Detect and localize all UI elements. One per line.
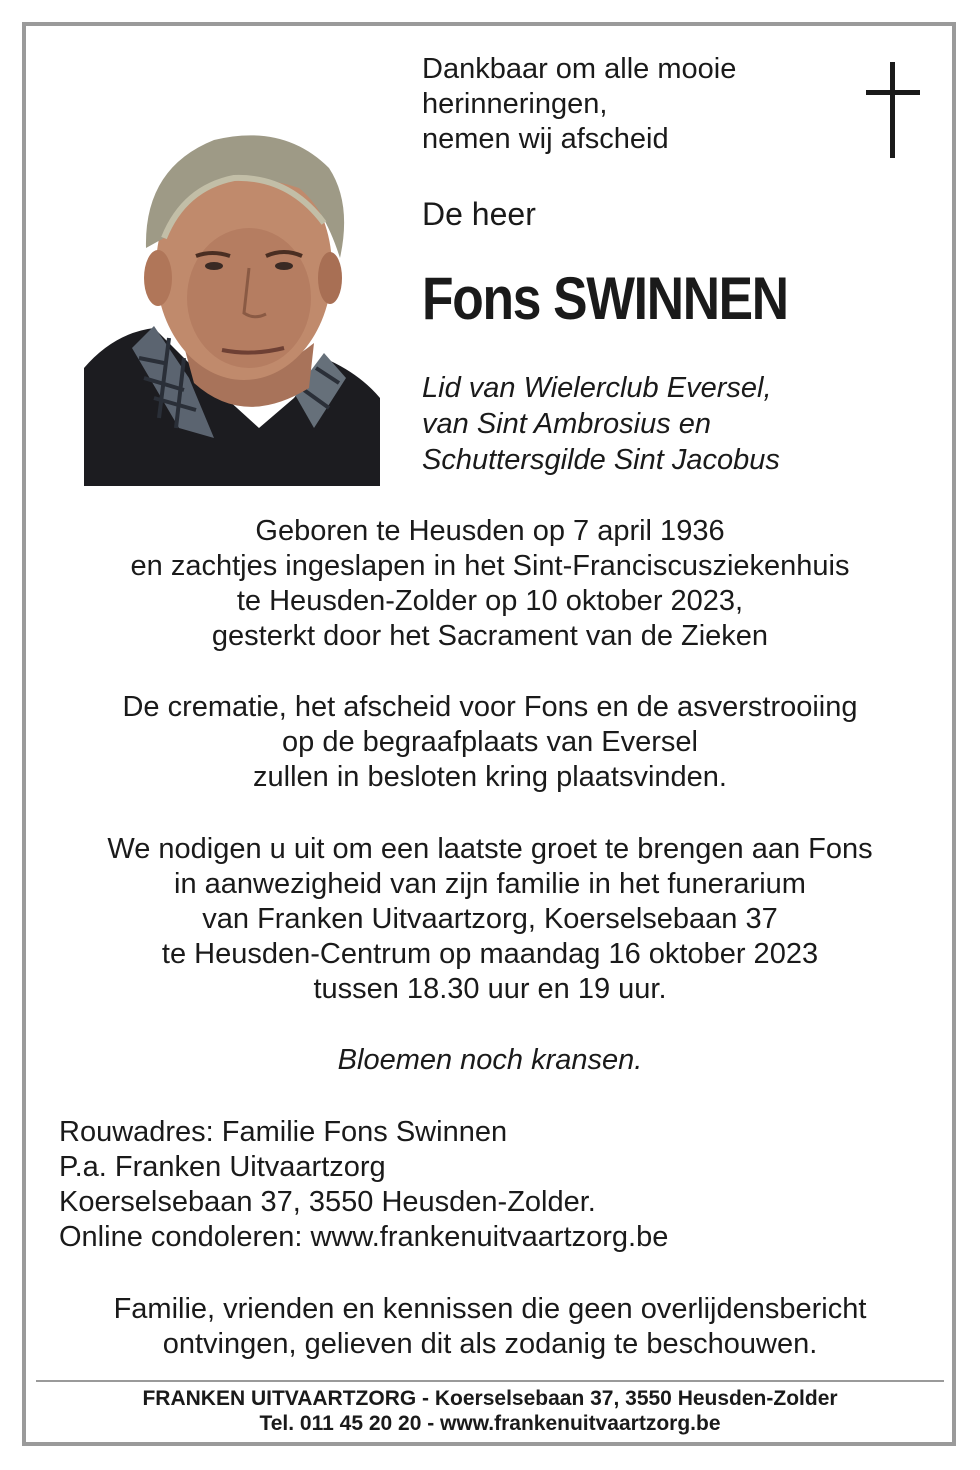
- invitation-line: te Heusden-Centrum op maandag 16 oktober 2023: [161, 938, 819, 970]
- address-line: Online condoleren: www.frankenuitvaartzorg.be: [59, 1221, 669, 1253]
- invitation-line: van Franken Uitvaartzorg, Koerselsebaan 37: [202, 903, 778, 935]
- address-line: Rouwadres: Familie Fons Swinnen: [59, 1116, 508, 1148]
- birth-death-line: te Heusden-Zolder op 10 oktober 2023,: [236, 585, 744, 617]
- cremation-line: op de begraafplaats van Eversel: [282, 726, 698, 758]
- invitation-line: tussen 18.30 uur en 19 uur.: [313, 973, 667, 1005]
- title-prefix: De heer: [422, 196, 536, 232]
- invitation-line: We nodigen u uit om een laatste groet te brengen aan Fons: [107, 833, 873, 865]
- invitation-text: [40, 832, 940, 1007]
- footer-company-line: FRANKEN UITVAARTZORG - Koerselsebaan 37, 3550 Heusden-Zolder: [142, 1387, 838, 1410]
- footer-divider: [36, 1380, 944, 1382]
- cross-icon: [866, 62, 920, 158]
- deceased-name: Fons SWINNEN: [422, 265, 788, 332]
- intro-text: [422, 52, 736, 157]
- cremation-line: De crematie, het afscheid voor Fons en de asverstrooiing: [122, 691, 858, 723]
- portrait-photo: [84, 128, 380, 486]
- flowers-note: Bloemen noch kransen.: [337, 1044, 643, 1076]
- affiliation-line: van Sint Ambrosius en: [422, 408, 712, 440]
- notice-line: ontvingen, gelieven dit als zodanig te beschouwen.: [162, 1328, 818, 1360]
- footer-contact-line: Tel. 011 45 20 20 - www.frankenuitvaartzorg.be: [259, 1412, 721, 1435]
- notice-line: Familie, vrienden en kennissen die geen overlijdensbericht: [113, 1293, 867, 1325]
- cremation-line: zullen in besloten kring plaatsvinden.: [253, 761, 727, 793]
- intro-line: herinneringen,: [422, 88, 608, 120]
- affiliations: [422, 370, 780, 478]
- intro-line: Dankbaar om alle mooie: [422, 53, 737, 85]
- address-line: Koerselsebaan 37, 3550 Heusden-Zolder.: [59, 1186, 596, 1218]
- cremation-text: [40, 690, 940, 795]
- mourning-address: [59, 1115, 668, 1255]
- affiliation-line: Lid van Wielerclub Eversel,: [422, 372, 772, 404]
- intro-line: nemen wij afscheid: [422, 123, 669, 155]
- birth-death-line: gesterkt door het Sacrament van de Zieken: [211, 620, 769, 652]
- birth-death-line: Geboren te Heusden op 7 april 1936: [255, 515, 725, 547]
- birth-death-text: [40, 514, 940, 654]
- address-line: P.a. Franken Uitvaartzorg: [59, 1151, 386, 1183]
- birth-death-line: en zachtjes ingeslapen in het Sint-Franciscusziekenhuis: [130, 550, 850, 582]
- affiliation-line: Schuttersgilde Sint Jacobus: [422, 444, 780, 476]
- invitation-line: in aanwezigheid van zijn familie in het funerarium: [174, 868, 806, 900]
- notice-text: [40, 1292, 940, 1362]
